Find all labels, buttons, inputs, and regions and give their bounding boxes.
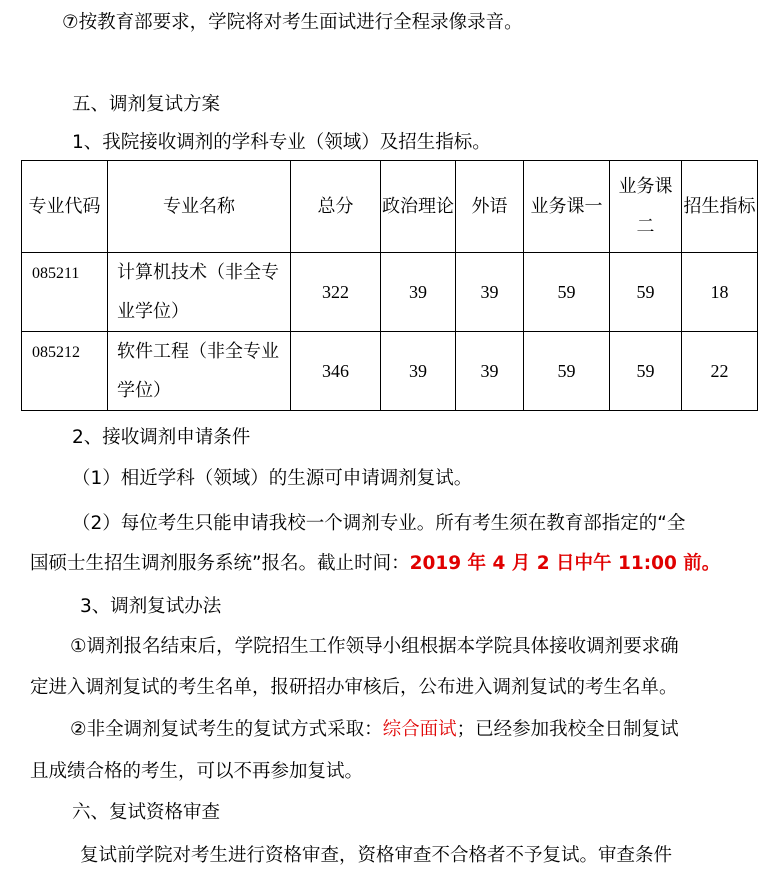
header-cell: 外语 — [456, 161, 524, 253]
subheading-1: 1、我院接收调剂的学科专业（领域）及招生指标。 — [72, 132, 491, 153]
table-cell: 39 — [456, 332, 524, 411]
header-cell: 业务课一 — [524, 161, 610, 253]
table-cell: 39 — [456, 253, 524, 332]
method-2-text-rest: ；已经参加我校全日制复试 — [456, 719, 679, 740]
method-2-continued: 且成绩合格的考生，可以不再参加复试。 — [30, 761, 364, 782]
header-cell: 总分 — [291, 161, 381, 253]
paragraph-qualification: 复试前学院对考生进行资格审查，资格审查不合格者不予复试。审查条件 — [80, 845, 673, 866]
table-cell: 59 — [524, 332, 610, 411]
table-header-row — [22, 161, 758, 253]
table-cell: 59 — [610, 253, 682, 332]
header-cell: 政治理论 — [381, 161, 456, 253]
condition-2-continued — [30, 551, 720, 577]
table-cell: 59 — [610, 332, 682, 411]
method-1: ①调剂报名结束后，学院招生工作领导小组根据本学院具体接收调剂要求确 — [70, 636, 679, 657]
table-cell-name: 软件工程（非全专业学位） — [108, 332, 291, 411]
header-cell: 专业代码 — [22, 161, 108, 253]
deadline-highlight: 2019 年 4 月 2 日中午 11:00 前。 — [409, 553, 721, 574]
table-row — [22, 332, 758, 411]
condition-2-text: 国硕士生招生调剂服务系统”报名。截止时间： — [30, 553, 410, 574]
method-1-continued: 定进入调剂复试的考生名单，报研招办审核后，公布进入调剂复试的考生名单。 — [30, 677, 678, 698]
table-cell: 346 — [291, 332, 381, 411]
section-heading-5: 五、调剂复试方案 — [72, 94, 221, 115]
table-cell: 39 — [381, 253, 456, 332]
table-cell-code: 085211 — [22, 253, 108, 332]
header-cell: 招生指标 — [682, 161, 758, 253]
method-2-text: ②非全调剂复试考生的复试方式采取： — [70, 719, 383, 740]
interview-method-highlight: 综合面试 — [382, 719, 457, 740]
subheading-2: 2、接收调剂申请条件 — [72, 427, 251, 448]
method-2 — [70, 717, 679, 743]
table-row — [22, 253, 758, 332]
header-cell: 业务课二 — [610, 161, 682, 253]
table-cell: 18 — [682, 253, 758, 332]
subheading-3: 3、调剂复试办法 — [80, 596, 222, 617]
table-cell-code: 085212 — [22, 332, 108, 411]
table-cell-name: 计算机技术（非全专业学位） — [108, 253, 291, 332]
condition-1: （1）相近学科（领域）的生源可申请调剂复试。 — [72, 468, 473, 489]
header-cell: 专业名称 — [108, 161, 291, 253]
table-cell: 39 — [381, 332, 456, 411]
paragraph-recording-notice: ⑦按教育部要求，学院将对考生面试进行全程录像录音。 — [62, 12, 523, 33]
table-cell: 322 — [291, 253, 381, 332]
section-heading-6: 六、复试资格审查 — [72, 802, 221, 823]
table-cell: 22 — [682, 332, 758, 411]
admission-table — [21, 160, 758, 411]
table-cell: 59 — [524, 253, 610, 332]
condition-2: （2）每位考生只能申请我校一个调剂专业。所有考生须在教育部指定的“全 — [72, 513, 686, 534]
